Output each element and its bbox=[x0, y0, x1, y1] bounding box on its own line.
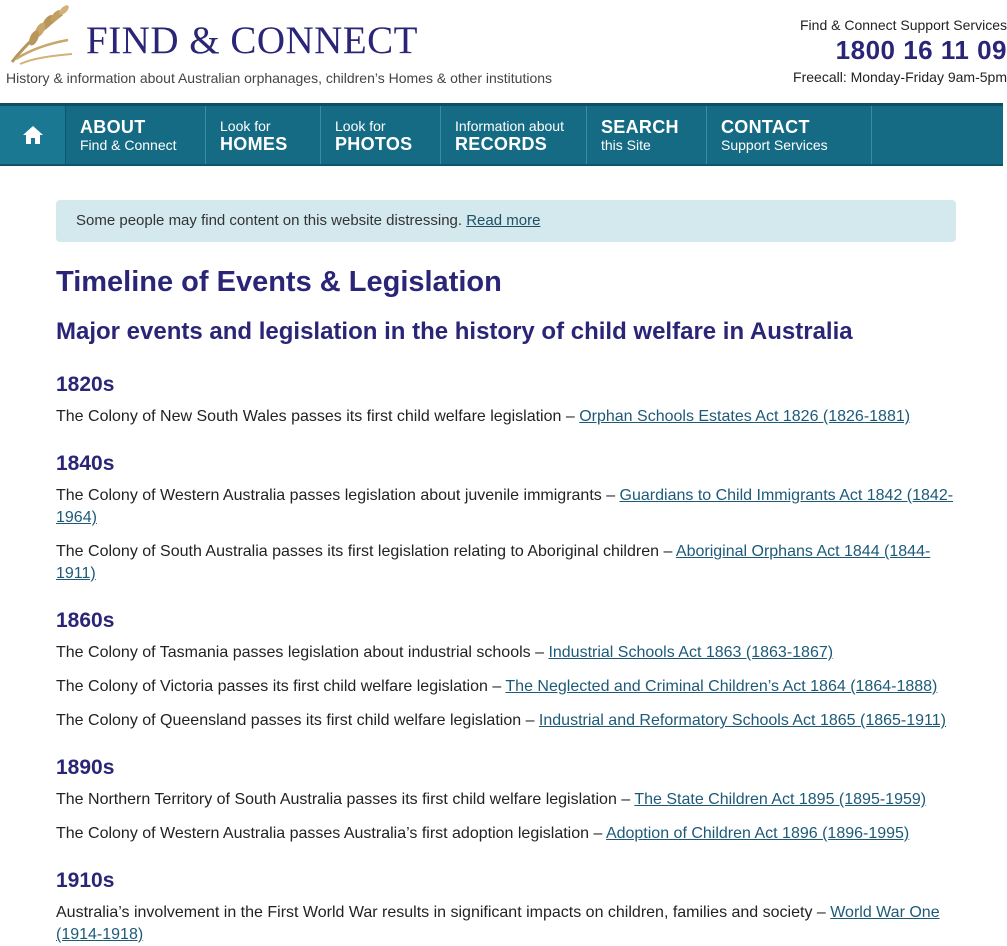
nav-contact[interactable] bbox=[707, 106, 872, 164]
timeline-entry bbox=[56, 789, 961, 811]
support-label: Find & Connect Support Services bbox=[800, 17, 1007, 33]
nav-about-big: ABOUT bbox=[80, 117, 146, 137]
timeline-entry bbox=[56, 676, 961, 698]
nav-records-small: Information about bbox=[455, 118, 564, 134]
timeline-entry bbox=[56, 485, 961, 529]
support-services-box bbox=[793, 16, 1007, 86]
entry-legislation-link[interactable]: Industrial and Reformatory Schools Act 1865 (1865-1911) bbox=[538, 712, 946, 729]
entry-legislation-link[interactable]: World War One (1914-1918) bbox=[56, 904, 940, 943]
nav-homes[interactable] bbox=[206, 106, 321, 164]
notice-text: Some people may find content on this website distressing. bbox=[76, 212, 463, 229]
entry-text: The Colony of South Australia passes its first legislation relating to Aboriginal children – bbox=[56, 543, 676, 560]
nav-homes-big: HOMES bbox=[220, 134, 288, 154]
timeline-entry bbox=[56, 406, 961, 428]
nav-records[interactable] bbox=[441, 106, 587, 164]
support-hours: Freecall: Monday-Friday 9am-5pm bbox=[793, 69, 1007, 85]
entry-text: The Colony of New South Wales passes its first child welfare legislation – bbox=[56, 408, 580, 425]
page-subtitle: Major events and legislation in the history of child welfare in Australia bbox=[56, 318, 853, 345]
decade-heading: 1890s bbox=[56, 756, 115, 779]
decade-heading: 1860s bbox=[56, 609, 115, 632]
wheat-logo-icon[interactable] bbox=[6, 4, 78, 66]
nav-about[interactable] bbox=[66, 106, 206, 164]
nav-photos[interactable] bbox=[321, 106, 441, 164]
nav-about-small: Find & Connect bbox=[80, 137, 177, 153]
nav-homes-small: Look for bbox=[220, 118, 271, 134]
timeline-entry bbox=[56, 541, 961, 585]
entry-text: The Colony of Tasmania passes legislation about industrial schools – bbox=[56, 644, 549, 661]
decade-heading: 1820s bbox=[56, 373, 115, 396]
content-warning-notice bbox=[56, 200, 956, 242]
timeline-entry bbox=[56, 902, 961, 946]
nav-photos-big: PHOTOS bbox=[335, 134, 413, 154]
entry-legislation-link[interactable]: Aboriginal Orphans Act 1844 (1844-1911) bbox=[56, 543, 931, 582]
entry-legislation-link[interactable]: Orphan Schools Estates Act 1826 (1826-1881) bbox=[579, 408, 911, 425]
main-content bbox=[56, 262, 961, 946]
site-tagline: History & information about Australian orphanages, children’s Homes & other institutions bbox=[6, 70, 553, 86]
nav-search-big: SEARCH bbox=[601, 117, 679, 137]
entry-legislation-link[interactable]: Industrial Schools Act 1863 (1863-1867) bbox=[548, 644, 834, 661]
entry-text: The Colony of Victoria passes its first child welfare legislation – bbox=[56, 678, 506, 695]
timeline-entry bbox=[56, 823, 961, 845]
timeline-entry bbox=[56, 642, 961, 664]
entry-text: Australia’s involvement in the First World War results in significant impacts on children, families and society – bbox=[56, 904, 831, 921]
nav-photos-small: Look for bbox=[335, 118, 386, 134]
brand-wordmark[interactable]: FIND & CONNECT bbox=[86, 19, 419, 62]
decade-heading: 1840s bbox=[56, 452, 115, 475]
timeline-entry bbox=[56, 710, 961, 732]
entry-text: The Colony of Western Australia passes Australia’s first adoption legislation – bbox=[56, 825, 606, 842]
nav-search[interactable] bbox=[587, 106, 707, 164]
nav-contact-small: Support Services bbox=[721, 137, 828, 153]
entry-legislation-link[interactable]: Adoption of Children Act 1896 (1896-1995) bbox=[605, 825, 910, 842]
home-icon bbox=[22, 125, 44, 145]
entry-text: The Northern Territory of South Australia passes its first child welfare legislation – bbox=[56, 791, 635, 808]
nav-bottom-border bbox=[0, 164, 1003, 166]
entry-text: The Colony of Queensland passes its first child welfare legislation – bbox=[56, 712, 539, 729]
notice-read-more-link[interactable]: Read more bbox=[466, 212, 541, 229]
nav-contact-big: CONTACT bbox=[721, 117, 810, 137]
decade-heading: 1910s bbox=[56, 869, 115, 892]
nav-home-button[interactable] bbox=[0, 106, 66, 164]
entry-text: The Colony of Western Australia passes legislation about juvenile immigrants – bbox=[56, 487, 620, 504]
nav-search-small: this Site bbox=[601, 137, 651, 153]
entry-legislation-link[interactable]: Guardians to Child Immigrants Act 1842 (1842-1964) bbox=[56, 487, 954, 526]
main-navigation bbox=[0, 106, 1003, 164]
entry-legislation-link[interactable]: The State Children Act 1895 (1895-1959) bbox=[634, 791, 927, 808]
site-header bbox=[0, 0, 1007, 104]
entry-legislation-link[interactable]: The Neglected and Criminal Children’s Act 1864 (1864-1888) bbox=[505, 678, 938, 695]
support-phone-number[interactable]: 1800 16 11 09 bbox=[835, 35, 1007, 65]
page-title: Timeline of Events & Legislation bbox=[56, 266, 502, 298]
nav-records-big: RECORDS bbox=[455, 134, 548, 154]
